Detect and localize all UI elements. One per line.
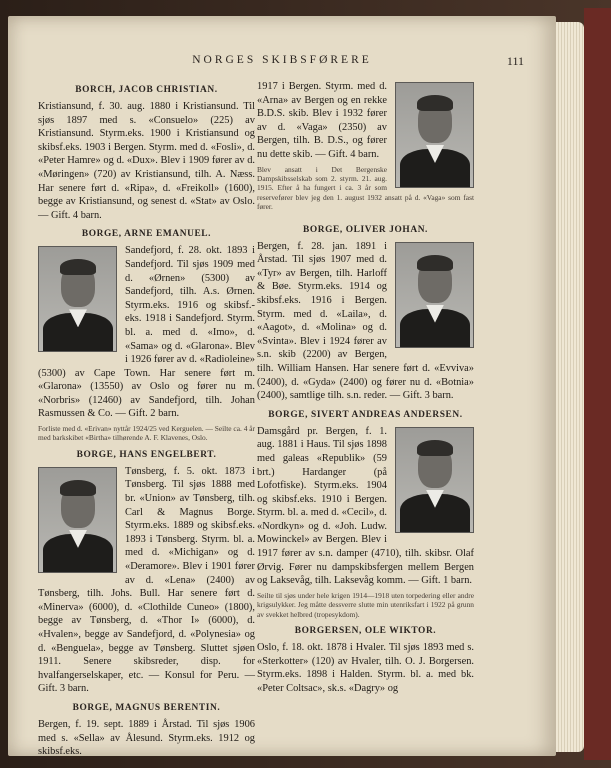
entry-borgersen-ole bbox=[257, 625, 474, 695]
entry-note: Forliste med d. «Erivan» nyttår 1924/25 ved Kerguelen. — Seilte ca. 4 år med barkskibet «Birtha» tilhørende A. F. Klavenes, Oslo. bbox=[38, 424, 255, 443]
entry-text: Sandefjord, f. 28. okt. 1893 i Sandefjord. Til sjøs 1909 med d. «Ørnen» (5300) av Sandefjord, tilh. A.s. Ørnen. Styrm.eks. 1916 og skibsf.-eks. 1918 i Sandefjord. Styrm. bl. a. med d. «Imo», d. «Sama» og d. «Glarona». Blev i 1926 fører av d. «Radioleine» (5300) av Cape Town. Har senere ført m. «Glarona» (13550) av Oslo og fører nu m. «Norbris» (12460) av Sandefjord, tilh. Johan Rasmussen & Co. — Gift. 2 barn. bbox=[38, 245, 255, 420]
entry-text: Bergen, f. 19. sept. 1889 i Årstad. Til sjøs 1906 med s. «Sella» av Ålesund. Styrm.eks. 1912 og skibsf.eks. bbox=[38, 718, 255, 758]
entry-borge-oliver bbox=[257, 224, 474, 403]
entry-text: 1917 i Bergen. Styrm. med d. «Arna» av Bergen og en rekke B.D.S. skib. Blev i 1932 fører av d. «Vaga» (2350) av Bergen, tilh. B. D.S., og fører nu dette skib. — Gift. 4 barn. bbox=[257, 81, 387, 160]
entry-name: BORGE, MAGNUS BERENTIN. bbox=[72, 702, 221, 713]
entry-text: Tønsberg, f. 5. okt. 1873 i Tønsberg. Til sjøs 1888 med br. «Union» av Tønsberg, tilh. Carl & Magnus Borge. Styrm.eks. 1889 og skibsf.eks. 1893 i Tønsberg. Styrm. bl. a. med d. «Michigan» og d. «Deramore». Blev i 1901 fører av d. «Lena» (2400) av Tønsberg, tilh. Johs. Bull. Har senere ført d. «Minerva» (6000), d. «Clothilde Cuneo» (1800), begge av Tønsberg, d. «Thor I» (6000), d. «Hvalen», begge av Sandefjord, d. «Polynesia» og d. «Benguela», begge av Tønsberg. Sluttet sjøen 1911. Senere skibsreder, disp. for hvalfangerselskaper, etc. — Konsul for Peru. — Gift. 3 barn. bbox=[38, 465, 255, 695]
entry-note: Seilte til sjøs under hele krigen 1914—1918 uten torpedering eller andre krigsulykker. Jeg måtte dessverre slutte min utenriksfart i 1922 på grunn av svekket helbred (tropesykdom). bbox=[257, 590, 474, 619]
entry-name: BORGERSEN, OLE WIKTOR. bbox=[294, 626, 437, 637]
entry-borch-jacob bbox=[38, 84, 255, 222]
portrait-photo bbox=[38, 467, 117, 573]
portrait-photo bbox=[395, 82, 474, 188]
entry-borge-magnus-continued bbox=[257, 80, 474, 218]
page-edges bbox=[556, 22, 584, 752]
entry-name: BORGE, ARNE EMANUEL. bbox=[81, 229, 212, 240]
page-header bbox=[40, 54, 524, 70]
portrait-photo bbox=[38, 246, 117, 352]
portrait-photo bbox=[395, 242, 474, 348]
entry-text: Bergen, f. 28. jan. 1891 i Årstad. Til sjøs 1907 med d. «Tyr» av Bergen, tilh. Harloff & Bøe. Styrm.eks. 1914 og skibsf.eks. 1916 i Bergen. Styrm. med d. «Laila», d. «Aagot», d. «Molina» og d. «Svinta». Blev i 1924 fører av s.n. skib (2200) av Bergen, tilh. William Hansen. Har senere ført d. «Evviva» (2400), d. «Gyda» (2400) og fører nu d. «Botnia» (2400), samtlige tilh. s.n. reder. — Gift. 3 barn. bbox=[257, 240, 474, 402]
entry-borge-arne bbox=[38, 228, 255, 443]
portrait-photo bbox=[395, 427, 474, 533]
right-column bbox=[257, 80, 474, 701]
page-number: 111 bbox=[506, 54, 524, 68]
entry-borge-magnus bbox=[38, 702, 255, 759]
entry-borge-hans bbox=[38, 449, 255, 696]
entry-note: Blev ansatt i Det Bergenske Dampskibsselskab som 2. styrm. 21. aug. 1915. Efter å ha fungert i ca. 3 år som reservefører blev jeg den 1. august 1932 ansatt på d. «Vaga» som fast fører. bbox=[257, 164, 474, 212]
entry-name: BORCH, JACOB CHRISTIAN. bbox=[75, 85, 218, 95]
entry-text: Oslo, f. 18. okt. 1878 i Hvaler. Til sjøs 1893 med s. «Sterkotter» (120) av Hvaler, tilh. O. J. Borgersen. Styrm.eks. 1898 i Halden. Styrm. bl. a. med bk. «Peter Coltsac», sk.s. «Dagry» og bbox=[257, 642, 474, 694]
running-head: NORGES SKIBSFØRERE bbox=[192, 54, 372, 66]
entry-name: BORGE, HANS ENGELBERT. bbox=[76, 449, 217, 460]
entry-borge-sivert bbox=[257, 409, 474, 619]
entry-name: BORGE, SIVERT ANDREAS ANDERSEN. bbox=[268, 409, 463, 420]
entry-name: BORGE, OLIVER JOHAN. bbox=[302, 224, 429, 235]
entry-text: Kristiansund, f. 30. aug. 1880 i Kristiansund. Til sjøs 1897 med s. «Consuelo» (225) av Kristiansund. Styrm.eks. 1900 i Kristiansund og skibsf.eks. 1903 i Bergen. Styrm. med d. «Fosli», d. «Peter Hamre» og d. «Dux». Blev i 1909 fører av d. «Møringen» (720) av Kristiansund, tilh. A. Næss. Har senere ført d. «Ripa», d. «Freikoll» (1600), begge av Kristiansund, og senest d. «Stat» av Oslo. — Gift. 4 barn. bbox=[38, 101, 255, 221]
entry-text: Damsgård pr. Bergen, f. 1. aug. 1881 i Haus. Til sjøs 1898 med galeas «Republik» (59 brt.) Hardanger (på Lofotfiske). Styrm.eks. 1904 og skibsf.eks. 1910 i Bergen. Styrm. bl. a. med d. «Cecil», d. «Nordkyn» og d. «Joh. Ludw. Mowinckel» av Bergen. Blev i 1917 fører av s.n. damper (4710), tilh. skibsr. Olaf Ørvig. Fører nu dampskibsfergen mellem Bergen og Laksevåg, tilh. Laksevåg komm. — Gift. 1 barn. bbox=[257, 425, 474, 587]
left-column bbox=[38, 80, 255, 765]
book-cover-edge bbox=[584, 8, 611, 760]
